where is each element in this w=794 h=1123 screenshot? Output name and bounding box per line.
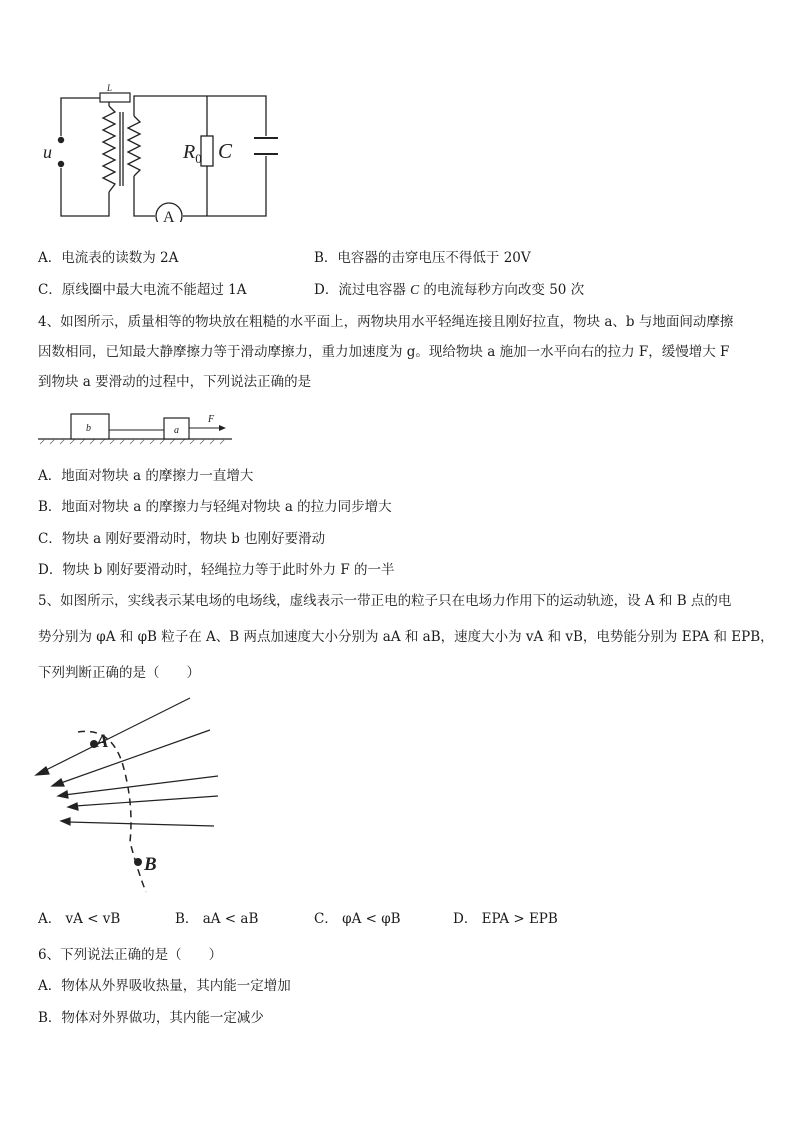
point-b — [134, 858, 142, 866]
label-point-a: A — [96, 731, 109, 752]
resistor-r0 — [201, 136, 213, 166]
label-l: L — [107, 83, 113, 93]
q4-option-b: B．地面对物块 a 的摩擦力与轻绳对物块 a 的拉力同步增大 — [38, 499, 392, 515]
ammeter-a-label: A — [163, 209, 175, 222]
q4-option-d: D．物块 b 刚好要滑动时，轻绳拉力等于此时外力 F 的一半 — [38, 562, 395, 578]
q3-option-b: B．电容器的击穿电压不得低于 20V — [314, 250, 531, 266]
q6-option-b: B．物体对外界做功，其内能一定减少 — [38, 1010, 264, 1026]
blocks-diagram — [36, 408, 236, 448]
electric-field-diagram — [30, 692, 230, 897]
q4-stem-line-1: 4、如图所示，质量相等的物块放在粗糙的水平面上，两物块用水平轻绳连接且刚好拉直，物块 a、b 与地面间动摩擦 — [38, 314, 734, 330]
q4-stem-line-2: 因数相同，已知最大静摩擦力等于滑动摩擦力，重力加速度为 g。现给物块 a 施加一水平向右的拉力 F，缓慢增大 F — [38, 344, 730, 360]
q4-stem-line-3: 到物块 a 要滑动的过程中，下列说法正确的是 — [38, 374, 312, 390]
q3-option-d: D．流过电容器 C 的电流每秒方向改变 50 次 — [314, 282, 585, 298]
q5-stem-line-1: 5、如图所示，实线表示某电场的电场线，虚线表示一带正电的粒子只在电场力作用下的运动轨迹，设 A 和 B 点的电 — [38, 593, 732, 609]
label-point-b: B — [144, 854, 157, 875]
label-r0: $R_0$ — [183, 141, 202, 166]
q4-option-a: A．地面对物块 a 的摩擦力一直增大 — [38, 468, 254, 484]
q3-option-a: A．电流表的读数为 2A — [38, 250, 179, 266]
q6-option-a: A．物体从外界吸收热量，其内能一定增加 — [38, 978, 291, 994]
label-a: a — [174, 425, 179, 436]
q5-stem-line-2: 势分别为 φA 和 φB 粒子在 A、B 两点加速度大小分别为 aA 和 aB，速度大小为 vA 和 vB，电势能分别为 EPA 和 EPB， — [38, 629, 774, 645]
q3-option-c: C．原线圈中最大电流不能超过 1A — [38, 282, 247, 298]
trajectory-curve — [78, 731, 146, 892]
q6-stem: 6、下列说法正确的是（ ） — [38, 947, 223, 963]
q5-option-a: A． vA < vB — [38, 911, 121, 927]
q4-option-c: C．物块 a 刚好要滑动时，物块 b 也刚好要滑动 — [38, 531, 326, 547]
inductor-l-symbol — [100, 93, 130, 102]
label-f: F — [208, 414, 215, 425]
q5-stem-line-3: 下列判断正确的是（ ） — [38, 665, 200, 681]
label-b: b — [86, 423, 91, 434]
label-u: u — [43, 142, 52, 162]
q5-option-c: C． φA < φB — [314, 911, 401, 927]
q5-option-d: D． EPA > EPB — [453, 911, 558, 927]
transformer-circuit-diagram — [40, 82, 280, 222]
label-c: C — [218, 139, 233, 163]
q5-option-b: B． aA < aB — [175, 911, 259, 927]
